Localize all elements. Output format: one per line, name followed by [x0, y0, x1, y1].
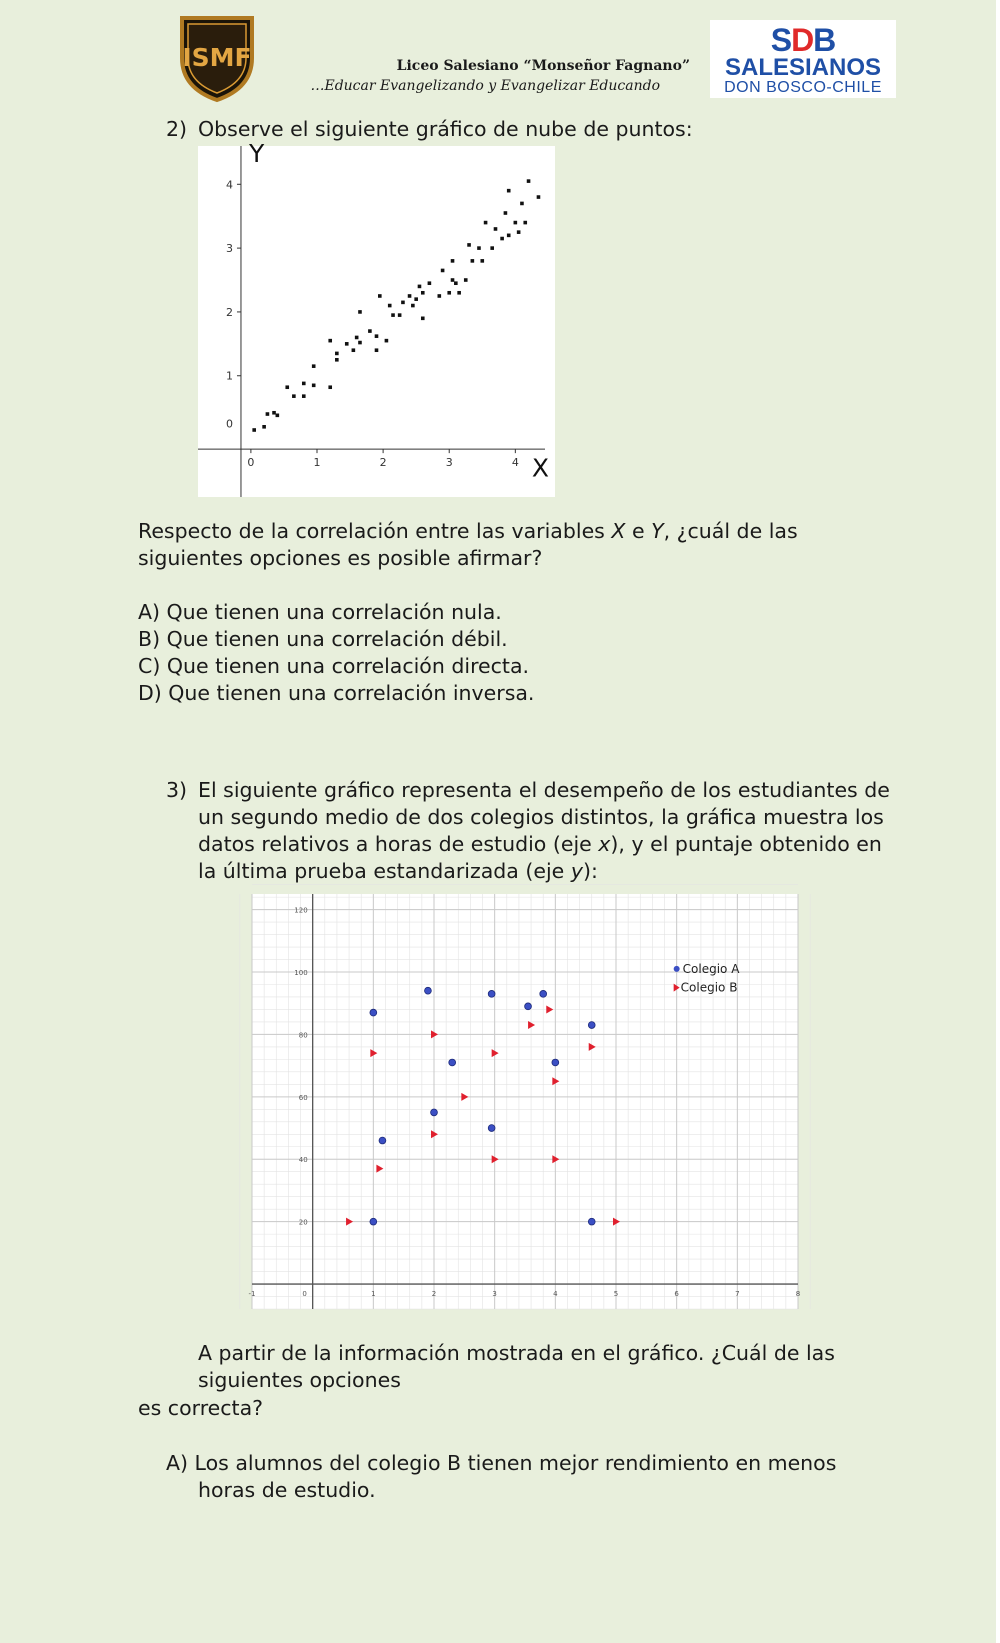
y-tick-label: 20	[298, 1218, 308, 1227]
q2-option-d[interactable]: D) Que tienen una correlación inversa.	[138, 681, 535, 705]
scatter-point	[464, 278, 468, 282]
scatter-point	[484, 221, 488, 225]
x-axis-label: X	[531, 453, 550, 483]
scatter-point	[266, 412, 270, 416]
scatter-point	[335, 352, 339, 356]
colegio-a-point	[379, 1137, 386, 1144]
sdb-mark: SDB	[770, 22, 836, 58]
y-tick-label: 120	[294, 906, 308, 915]
legend-label-colegio-b: Colegio B	[680, 980, 738, 995]
colegio-a-point	[588, 1022, 595, 1029]
x-tick-label: 0	[247, 456, 255, 470]
scatter-point	[345, 342, 349, 346]
scatter-point	[507, 189, 511, 193]
scatter-point	[520, 202, 524, 206]
scatter-point	[490, 246, 494, 250]
scatter-point	[454, 281, 458, 285]
colegio-a-point	[540, 990, 547, 997]
scatter-point	[414, 297, 418, 301]
y-tick-label: 4	[225, 178, 233, 192]
scatter-point	[368, 329, 372, 333]
scatter-point	[421, 291, 425, 295]
crest-shield-icon	[176, 14, 258, 102]
x-tick-label: 1	[313, 456, 321, 470]
crest-text: ISMF	[182, 43, 252, 72]
scatter-point	[385, 339, 389, 343]
legend-label-colegio-a: Colegio A	[682, 961, 740, 976]
scatter-chart-colegios	[248, 894, 801, 1309]
scatter-point	[523, 221, 527, 225]
school-motto: …Educar Evangelizando y Evangelizar Educando	[310, 78, 660, 94]
x-tick-label: 2	[379, 456, 387, 470]
y-tick-label: 40	[298, 1156, 308, 1165]
scatter-point	[312, 384, 316, 388]
x-tick-label: 3	[492, 1290, 497, 1299]
scatter-point	[401, 301, 405, 305]
scatter-point	[276, 414, 280, 418]
scatter-point	[358, 341, 362, 345]
scatter-point	[398, 313, 402, 317]
scatter-point	[467, 243, 471, 247]
scatter-point	[514, 221, 518, 225]
scatter-point	[500, 237, 504, 241]
colegio-a-point	[431, 1109, 438, 1116]
q2-option-b[interactable]: B) Que tienen una correlación débil.	[138, 627, 508, 651]
scatter-point	[358, 310, 362, 314]
colegio-a-point	[488, 990, 495, 997]
colegio-a-point	[425, 987, 432, 994]
y-tick-label: 0	[225, 417, 233, 431]
q2-prompt: Observe el siguiente gráfico de nube de puntos:	[198, 117, 693, 141]
colegio-a-point	[525, 1003, 532, 1010]
y-tick-label: 2	[225, 305, 233, 319]
colegio-b-point	[461, 1093, 468, 1101]
scatter-point	[355, 336, 359, 340]
q2-option-a[interactable]: A) Que tienen una correlación nula.	[138, 600, 502, 624]
scatter-point	[328, 385, 332, 389]
x-tick-label: 3	[445, 456, 453, 470]
scatter-point	[457, 291, 461, 295]
x-tick-label: 4	[553, 1290, 558, 1299]
scatter-point	[352, 348, 356, 352]
q3-prompt-line-4: la última prueba estandarizada (eje y):	[198, 859, 598, 883]
x-tick-label: 1	[371, 1290, 376, 1299]
scatter-point	[418, 285, 422, 289]
school-crest-logo	[176, 14, 258, 102]
colegio-b-point	[589, 1043, 596, 1051]
y-tick-label: 60	[298, 1093, 308, 1102]
scatter-point	[375, 348, 379, 352]
scatter-point	[312, 364, 316, 368]
scatter-point	[388, 304, 392, 308]
scatter-point	[517, 230, 521, 234]
colegio-b-point	[346, 1218, 353, 1226]
q3-question-line-1: A partir de la información mostrada en el gráfico. ¿Cuál de las	[198, 1341, 835, 1365]
q2-question-line-2: siguientes opciones es posible afirmar?	[138, 546, 543, 570]
x-tick-label: 5	[613, 1290, 619, 1299]
q2-number: 2)	[166, 117, 188, 141]
x-tick-label: 6	[674, 1290, 679, 1299]
q2-question-line-1: Respecto de la correlación entre las variables X e Y, ¿cuál de las	[138, 519, 798, 543]
scatter-chart-colegios-svg	[248, 894, 801, 1309]
colegio-a-point	[370, 1218, 377, 1225]
y-tick-label: 100	[294, 969, 308, 978]
don-bosco-chile: DON BOSCO-CHILE	[724, 79, 882, 96]
scatter-point	[302, 394, 306, 398]
colegio-b-point	[492, 1155, 499, 1163]
scatter-point	[292, 394, 296, 398]
colegio-b-point	[546, 1005, 553, 1013]
school-name: Liceo Salesiano “Monseñor Fagnano”	[396, 58, 690, 74]
salesianos-name: SALESIANOS	[724, 54, 882, 81]
scatter-point	[328, 339, 332, 343]
scatter-point	[441, 269, 445, 273]
scatter-point	[421, 317, 425, 321]
scatter-point	[408, 294, 412, 298]
q3-option-a-line-2: horas de estudio.	[198, 1478, 376, 1502]
q3-prompt-line-1: El siguiente gráfico representa el desempeño de los estudiantes de	[198, 778, 890, 802]
x-tick-label: 0	[302, 1290, 307, 1299]
colegio-b-point	[492, 1049, 499, 1057]
scatter-point	[494, 227, 498, 231]
q2-option-c[interactable]: C) Que tienen una correlación directa.	[138, 654, 530, 678]
scatter-point	[375, 334, 379, 338]
scatter-point	[527, 179, 531, 183]
y-tick-label: 1	[225, 369, 233, 383]
x-tick-label: 4	[511, 456, 519, 470]
right-margin-strip	[996, 0, 1000, 1643]
x-tick-label: -1	[248, 1290, 256, 1299]
scatter-point	[471, 259, 475, 263]
scatter-point	[302, 382, 306, 386]
scatter-point	[391, 313, 395, 317]
scatter-point	[411, 304, 415, 308]
scatter-point	[378, 294, 382, 298]
q3-option-a[interactable]: A) Los alumnos del colegio B tienen mejor rendimiento en menos	[166, 1451, 837, 1475]
scatter-point	[438, 294, 442, 298]
q3-number: 3)	[166, 778, 188, 802]
scatter-point	[504, 211, 508, 215]
scatter-point	[272, 411, 276, 415]
colegio-a-point	[370, 1009, 377, 1016]
scatter-point	[428, 281, 432, 285]
colegio-b-point	[528, 1021, 535, 1029]
colegio-a-point	[552, 1059, 559, 1066]
y-axis-label: Y	[248, 138, 265, 168]
colegio-a-point	[449, 1059, 456, 1066]
colegio-b-point	[552, 1077, 559, 1085]
scatter-point	[447, 291, 451, 295]
y-tick-label: 3	[225, 242, 233, 256]
q3-question-line-2: siguientes opciones	[198, 1368, 401, 1392]
scatter-point	[451, 278, 455, 282]
legend-marker-colegio-a	[674, 966, 680, 972]
x-tick-label: 2	[431, 1290, 437, 1299]
scatter-chart-xy-svg	[198, 138, 555, 497]
colegio-a-point	[588, 1218, 595, 1225]
colegio-b-point	[370, 1049, 377, 1057]
scatter-point	[252, 428, 256, 432]
scatter-point	[285, 385, 289, 389]
scatter-point	[262, 425, 266, 429]
scatter-point	[335, 358, 339, 362]
scatter-point	[451, 259, 455, 263]
q3-prompt-line-3: datos relativos a horas de estudio (eje x), y el puntaje obtenido en	[198, 832, 882, 856]
colegio-b-point	[552, 1155, 559, 1163]
colegio-b-point	[376, 1165, 383, 1173]
q3-prompt-line-2: un segundo medio de dos colegios distintos, la gráfica muestra los	[198, 805, 884, 829]
x-tick-label: 7	[735, 1290, 740, 1299]
scatter-chart-xy	[198, 138, 555, 497]
y-tick-label: 80	[298, 1031, 308, 1040]
scatter-point	[480, 259, 484, 263]
x-tick-label: 8	[795, 1290, 801, 1299]
scatter-point	[537, 195, 541, 199]
colegio-a-point	[488, 1125, 495, 1132]
scatter-point	[477, 246, 481, 250]
q3-question-line-3: es correcta?	[138, 1396, 264, 1420]
salesianos-logo	[710, 20, 896, 98]
scatter-point	[507, 234, 511, 238]
